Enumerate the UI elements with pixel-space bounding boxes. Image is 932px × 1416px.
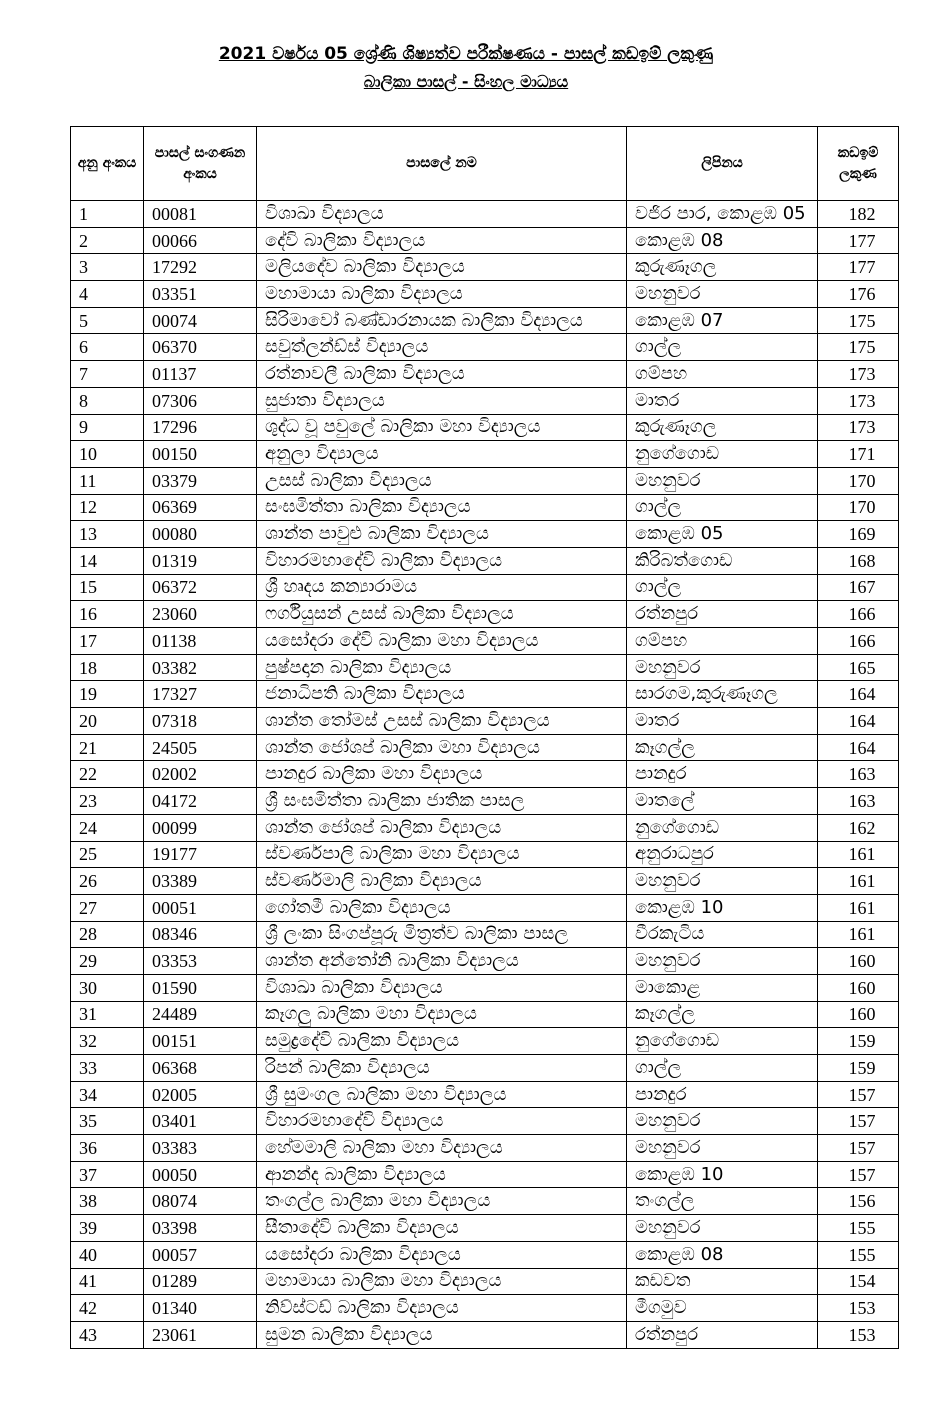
school-code-cell: 06372 (144, 574, 257, 601)
cutoff-mark-cell: 168 (818, 547, 899, 574)
school-code-cell: 01138 (144, 628, 257, 655)
school-code-cell: 24489 (144, 1001, 257, 1028)
header-address: ලිපිනය (627, 127, 818, 201)
address-cell: රත්නපුර (627, 1321, 818, 1348)
school-name-cell: සීතාදේවි බාලිකා විද්‍යාලය (257, 1215, 627, 1242)
cutoff-mark-cell: 166 (818, 601, 899, 628)
school-code-cell: 01289 (144, 1268, 257, 1295)
school-name-cell: සුජාතා විද්‍යාලය (257, 387, 627, 414)
school-code-cell: 04172 (144, 788, 257, 815)
cutoff-mark-cell: 173 (818, 414, 899, 441)
serial-number-cell: 1 (71, 201, 144, 228)
school-name-cell: නිව්ස්ටඩ් බාලිකා විද්‍යාලය (257, 1295, 627, 1322)
table-row (71, 761, 899, 788)
school-name-cell: අනුලා විද්‍යාලය (257, 441, 627, 468)
school-name-cell: උසස් බාලිකා විද්‍යාලය (257, 467, 627, 494)
address-cell: පානදුර (627, 1081, 818, 1108)
serial-number-cell: 20 (71, 708, 144, 735)
cutoff-mark-cell: 157 (818, 1161, 899, 1188)
school-code-cell: 17292 (144, 254, 257, 281)
serial-number-cell: 31 (71, 1001, 144, 1028)
table-row (71, 948, 899, 975)
table-row (71, 1135, 899, 1162)
serial-number-cell: 18 (71, 654, 144, 681)
serial-number-cell: 40 (71, 1241, 144, 1268)
address-cell: කොළඹ 08 (627, 1241, 818, 1268)
address-cell: මහනුවර (627, 654, 818, 681)
school-name-cell: යසෝදරා බාලිකා විද්‍යාලය (257, 1241, 627, 1268)
address-cell: මීගමුව (627, 1295, 818, 1322)
cutoff-mark-cell: 161 (818, 868, 899, 895)
table-body (71, 201, 899, 1349)
address-cell: නුගේගොඩ (627, 441, 818, 468)
document-header (0, 40, 932, 96)
serial-number-cell: 27 (71, 894, 144, 921)
school-name-cell: විහාරමහාදේවි බාලිකා විද්‍යාලය (257, 547, 627, 574)
header-cutoff-mark: කඩඉම් ලකුණ (818, 127, 899, 201)
cutoff-mark-cell: 157 (818, 1108, 899, 1135)
address-cell: කෑගල්ල (627, 734, 818, 761)
address-cell: ගම්පහ (627, 361, 818, 388)
school-name-cell: සවුත්ලන්ඩ්ස් විද්‍යාලය (257, 334, 627, 361)
cutoff-marks-table (70, 126, 899, 1349)
table-row (71, 974, 899, 1001)
school-name-cell: ජනාධිපති බාලිකා විද්‍යාලය (257, 681, 627, 708)
school-name-cell: පානදුර බාලිකා මහා විද්‍යාලය (257, 761, 627, 788)
address-cell: මහනුවර (627, 1108, 818, 1135)
school-name-cell: රත්නාවලී බාලිකා විද්‍යාලය (257, 361, 627, 388)
table-row (71, 467, 899, 494)
serial-number-cell: 28 (71, 921, 144, 948)
cutoff-mark-cell: 167 (818, 574, 899, 601)
school-code-cell: 03389 (144, 868, 257, 895)
school-name-cell: සිරිමාවෝ බණ්ඩාරනායක බාලිකා විද්‍යාලය (257, 307, 627, 334)
table-row (71, 894, 899, 921)
school-code-cell: 00099 (144, 814, 257, 841)
school-code-cell: 00080 (144, 521, 257, 548)
school-name-cell: රිපන් බාලිකා විද්‍යාලය (257, 1055, 627, 1082)
cutoff-mark-cell: 170 (818, 494, 899, 521)
cutoff-mark-cell: 171 (818, 441, 899, 468)
serial-number-cell: 41 (71, 1268, 144, 1295)
table-row (71, 387, 899, 414)
address-cell: කුරුණෑගල (627, 254, 818, 281)
address-cell: නුගේගොඩ (627, 814, 818, 841)
address-cell: රත්නපුර (627, 601, 818, 628)
serial-number-cell: 19 (71, 681, 144, 708)
cutoff-mark-cell: 169 (818, 521, 899, 548)
school-name-cell: ෆර්ගියුසන් උසස් බාලිකා විද්‍යාලය (257, 601, 627, 628)
cutoff-mark-cell: 175 (818, 307, 899, 334)
table-row (71, 681, 899, 708)
table-row (71, 654, 899, 681)
table-row (71, 1055, 899, 1082)
cutoff-mark-cell: 161 (818, 921, 899, 948)
school-code-cell: 00074 (144, 307, 257, 334)
address-cell: කොළඹ 10 (627, 1161, 818, 1188)
table-row (71, 1295, 899, 1322)
school-code-cell: 03379 (144, 467, 257, 494)
address-cell: මාතර (627, 708, 818, 735)
school-name-cell: ආනන්ද බාලිකා විද්‍යාලය (257, 1161, 627, 1188)
school-code-cell: 03351 (144, 281, 257, 308)
document-title: 2021 වර්ෂය 05 ශ්‍රේණි ශිෂ්‍යත්ව පරීක්ෂණය - පාසල් කඩඉම් ලකුණු (218, 44, 714, 64)
serial-number-cell: 32 (71, 1028, 144, 1055)
school-code-cell: 00151 (144, 1028, 257, 1055)
address-cell: ගාල්ල (627, 1055, 818, 1082)
school-code-cell: 03353 (144, 948, 257, 975)
cutoff-mark-cell: 161 (818, 841, 899, 868)
school-name-cell: ශ්‍රී සුමංගල බාලිකා මහා විද්‍යාලය (257, 1081, 627, 1108)
school-name-cell: ශාන්ත ජෝශප් බාලිකා විද්‍යාලය (257, 814, 627, 841)
serial-number-cell: 36 (71, 1135, 144, 1162)
serial-number-cell: 5 (71, 307, 144, 334)
school-name-cell: ශ්‍රී ලංකා සිංගප්පූරු මිත්‍රත්ව බාලිකා පාසල (257, 921, 627, 948)
address-cell: මාතර (627, 387, 818, 414)
cutoff-mark-cell: 170 (818, 467, 899, 494)
address-cell: වජිර පාර, කොළඹ 05 (627, 201, 818, 228)
header-school-code: පාසල් සංගණන අංකය (144, 127, 257, 201)
table-row (71, 1268, 899, 1295)
table-row (71, 868, 899, 895)
table-row (71, 788, 899, 815)
cutoff-mark-cell: 153 (818, 1321, 899, 1348)
address-cell: මහනුවර (627, 868, 818, 895)
school-name-cell: විශාඛා බාලිකා විද්‍යාලය (257, 974, 627, 1001)
table-row (71, 201, 899, 228)
school-name-cell: හේමමාලි බාලිකා මහා විද්‍යාලය (257, 1135, 627, 1162)
serial-number-cell: 34 (71, 1081, 144, 1108)
serial-number-cell: 15 (71, 574, 144, 601)
school-code-cell: 08346 (144, 921, 257, 948)
address-cell: මාතලේ (627, 788, 818, 815)
school-code-cell: 06369 (144, 494, 257, 521)
school-code-cell: 03401 (144, 1108, 257, 1135)
table-row (71, 628, 899, 655)
table-row (71, 1001, 899, 1028)
table-row (71, 841, 899, 868)
cutoff-mark-cell: 155 (818, 1241, 899, 1268)
school-name-cell: මහාමායා බාලිකා මහා විද්‍යාලය (257, 1268, 627, 1295)
school-code-cell: 00057 (144, 1241, 257, 1268)
school-name-cell: යසෝදරා දේවි බාලිකා මහා විද්‍යාලය (257, 628, 627, 655)
school-code-cell: 17327 (144, 681, 257, 708)
cutoff-mark-cell: 175 (818, 334, 899, 361)
cutoff-mark-cell: 157 (818, 1135, 899, 1162)
serial-number-cell: 42 (71, 1295, 144, 1322)
table-row (71, 1215, 899, 1242)
table-row (71, 521, 899, 548)
school-name-cell: මහාමායා බාලිකා විද්‍යාලය (257, 281, 627, 308)
table-row (71, 814, 899, 841)
header-serial-number: අනු අංකය (71, 127, 144, 201)
table-row (71, 1321, 899, 1348)
cutoff-mark-cell: 182 (818, 201, 899, 228)
serial-number-cell: 9 (71, 414, 144, 441)
address-cell: කොළඹ 07 (627, 307, 818, 334)
cutoff-mark-cell: 160 (818, 948, 899, 975)
table-row (71, 1028, 899, 1055)
serial-number-cell: 37 (71, 1161, 144, 1188)
table-row (71, 307, 899, 334)
address-cell: තංගල්ල (627, 1188, 818, 1215)
cutoff-mark-cell: 166 (818, 628, 899, 655)
cutoff-mark-cell: 173 (818, 387, 899, 414)
cutoff-mark-cell: 156 (818, 1188, 899, 1215)
cutoff-mark-cell: 163 (818, 761, 899, 788)
address-cell: මහනුවර (627, 948, 818, 975)
school-name-cell: විහාරමහාදේවි විද්‍යාලය (257, 1108, 627, 1135)
school-name-cell: ශාන්ත පාවුළු බාලිකා විද්‍යාලය (257, 521, 627, 548)
serial-number-cell: 24 (71, 814, 144, 841)
school-name-cell: පුෂ්පදාන බාලිකා විද්‍යාලය (257, 654, 627, 681)
serial-number-cell: 16 (71, 601, 144, 628)
school-code-cell: 03398 (144, 1215, 257, 1242)
school-name-cell: ශුද්ධ වූ පවුලේ බාලිකා මහා විද්‍යාලය (257, 414, 627, 441)
serial-number-cell: 29 (71, 948, 144, 975)
school-name-cell: සංඝමිත්තා බාලිකා විද්‍යාලය (257, 494, 627, 521)
table-row (71, 921, 899, 948)
cutoff-mark-cell: 161 (818, 894, 899, 921)
address-cell: ගම්පහ (627, 628, 818, 655)
address-cell: මාකොළ (627, 974, 818, 1001)
address-cell: කොළඹ 08 (627, 227, 818, 254)
school-code-cell: 03383 (144, 1135, 257, 1162)
cutoff-mark-cell: 173 (818, 361, 899, 388)
address-cell: මහනුවර (627, 281, 818, 308)
school-name-cell: ශාන්ත ජෝශප් බාලිකා මහා විද්‍යාලය (257, 734, 627, 761)
school-name-cell: ශාන්ත තෝමස් උසස් බාලිකා විද්‍යාලය (257, 708, 627, 735)
serial-number-cell: 43 (71, 1321, 144, 1348)
cutoff-mark-cell: 160 (818, 1001, 899, 1028)
table-row (71, 601, 899, 628)
cutoff-mark-cell: 160 (818, 974, 899, 1001)
school-name-cell: ස්වර්ණමාලි බාලිකා විද්‍යාලය (257, 868, 627, 895)
header-school-name: පාසලේ නම (257, 127, 627, 201)
serial-number-cell: 35 (71, 1108, 144, 1135)
school-code-cell: 23060 (144, 601, 257, 628)
cutoff-mark-cell: 153 (818, 1295, 899, 1322)
cutoff-mark-cell: 177 (818, 254, 899, 281)
cutoff-mark-cell: 159 (818, 1055, 899, 1082)
address-cell: ගාල්ල (627, 494, 818, 521)
school-name-cell: මලියදේව බාලිකා විද්‍යාලය (257, 254, 627, 281)
table-row (71, 254, 899, 281)
cutoff-mark-cell: 164 (818, 734, 899, 761)
serial-number-cell: 10 (71, 441, 144, 468)
serial-number-cell: 3 (71, 254, 144, 281)
table-row (71, 574, 899, 601)
serial-number-cell: 11 (71, 467, 144, 494)
school-name-cell: ශ්‍රී සංඝමිත්තා බාලිකා ජාතික පාසල (257, 788, 627, 815)
address-cell: මහනුවර (627, 467, 818, 494)
school-code-cell: 01319 (144, 547, 257, 574)
school-code-cell: 01137 (144, 361, 257, 388)
school-code-cell: 01340 (144, 1295, 257, 1322)
serial-number-cell: 13 (71, 521, 144, 548)
school-code-cell: 06370 (144, 334, 257, 361)
address-cell: ගාල්ල (627, 574, 818, 601)
table-row (71, 441, 899, 468)
school-code-cell: 00150 (144, 441, 257, 468)
school-code-cell: 00081 (144, 201, 257, 228)
serial-number-cell: 30 (71, 974, 144, 1001)
serial-number-cell: 39 (71, 1215, 144, 1242)
table-row (71, 361, 899, 388)
school-code-cell: 06368 (144, 1055, 257, 1082)
school-name-cell: දේවි බාලිකා විද්‍යාලය (257, 227, 627, 254)
table-row (71, 334, 899, 361)
table-row (71, 1081, 899, 1108)
table-row (71, 494, 899, 521)
address-cell: කෑගල්ල (627, 1001, 818, 1028)
school-code-cell: 08074 (144, 1188, 257, 1215)
serial-number-cell: 14 (71, 547, 144, 574)
school-code-cell: 02005 (144, 1081, 257, 1108)
school-code-cell: 07306 (144, 387, 257, 414)
address-cell: සාරගම,කුරුණෑගල (627, 681, 818, 708)
cutoff-mark-cell: 163 (818, 788, 899, 815)
table-row (71, 227, 899, 254)
address-cell: වීරකැටිය (627, 921, 818, 948)
school-name-cell: ස්වර්ණපාලි බාලිකා මහා විද්‍යාලය (257, 841, 627, 868)
address-cell: කොළඹ 05 (627, 521, 818, 548)
school-code-cell: 01590 (144, 974, 257, 1001)
table-row (71, 1241, 899, 1268)
table-row (71, 414, 899, 441)
serial-number-cell: 7 (71, 361, 144, 388)
cutoff-mark-cell: 162 (818, 814, 899, 841)
serial-number-cell: 38 (71, 1188, 144, 1215)
school-code-cell: 00066 (144, 227, 257, 254)
serial-number-cell: 17 (71, 628, 144, 655)
school-code-cell: 17296 (144, 414, 257, 441)
cutoff-mark-cell: 159 (818, 1028, 899, 1055)
table-header-row (71, 127, 899, 201)
address-cell: මහනුවර (627, 1215, 818, 1242)
school-code-cell: 03382 (144, 654, 257, 681)
school-name-cell: ගෝතමී බාලිකා විද්‍යාලය (257, 894, 627, 921)
serial-number-cell: 22 (71, 761, 144, 788)
school-name-cell: සමුද්‍රදේවි බාලිකා විද්‍යාලය (257, 1028, 627, 1055)
serial-number-cell: 12 (71, 494, 144, 521)
serial-number-cell: 2 (71, 227, 144, 254)
school-name-cell: විශාඛා විද්‍යාලය (257, 201, 627, 228)
school-code-cell: 07318 (144, 708, 257, 735)
cutoff-mark-cell: 164 (818, 681, 899, 708)
school-code-cell: 00051 (144, 894, 257, 921)
school-code-cell: 23061 (144, 1321, 257, 1348)
address-cell: කුරුණෑගල (627, 414, 818, 441)
school-name-cell: ශ්‍රී හෘදය කන්‍යාරාමය (257, 574, 627, 601)
table-row (71, 281, 899, 308)
school-name-cell: තංගල්ල බාලිකා මහා විද්‍යාලය (257, 1188, 627, 1215)
document-subtitle: බාලිකා පාසල් - සිංහල මාධ්‍යය (363, 72, 569, 91)
address-cell: කිරිබත්ගොඩ (627, 547, 818, 574)
table-row (71, 1108, 899, 1135)
address-cell: නුගේගොඩ (627, 1028, 818, 1055)
serial-number-cell: 8 (71, 387, 144, 414)
school-name-cell: සුමන බාලිකා විද්‍යාලය (257, 1321, 627, 1348)
school-code-cell: 24505 (144, 734, 257, 761)
serial-number-cell: 25 (71, 841, 144, 868)
school-code-cell: 02002 (144, 761, 257, 788)
serial-number-cell: 21 (71, 734, 144, 761)
table-row (71, 708, 899, 735)
table-row (71, 1161, 899, 1188)
cutoff-mark-cell: 155 (818, 1215, 899, 1242)
table-row (71, 734, 899, 761)
address-cell: මහනුවර (627, 1135, 818, 1162)
cutoff-mark-cell: 165 (818, 654, 899, 681)
serial-number-cell: 6 (71, 334, 144, 361)
serial-number-cell: 4 (71, 281, 144, 308)
cutoff-mark-cell: 154 (818, 1268, 899, 1295)
cutoff-mark-cell: 157 (818, 1081, 899, 1108)
address-cell: කොළඹ 10 (627, 894, 818, 921)
serial-number-cell: 33 (71, 1055, 144, 1082)
address-cell: කඩවත (627, 1268, 818, 1295)
cutoff-mark-cell: 176 (818, 281, 899, 308)
school-name-cell: ශාන්ත අන්තෝනි බාලිකා විද්‍යාලය (257, 948, 627, 975)
serial-number-cell: 23 (71, 788, 144, 815)
address-cell: අනුරාධපුර (627, 841, 818, 868)
table-row (71, 547, 899, 574)
school-code-cell: 19177 (144, 841, 257, 868)
school-name-cell: කෑගලු බාලිකා මහා විද්‍යාලය (257, 1001, 627, 1028)
address-cell: පානදුර (627, 761, 818, 788)
address-cell: ගාල්ල (627, 334, 818, 361)
cutoff-mark-cell: 164 (818, 708, 899, 735)
serial-number-cell: 26 (71, 868, 144, 895)
school-code-cell: 00050 (144, 1161, 257, 1188)
cutoff-mark-cell: 177 (818, 227, 899, 254)
table-row (71, 1188, 899, 1215)
